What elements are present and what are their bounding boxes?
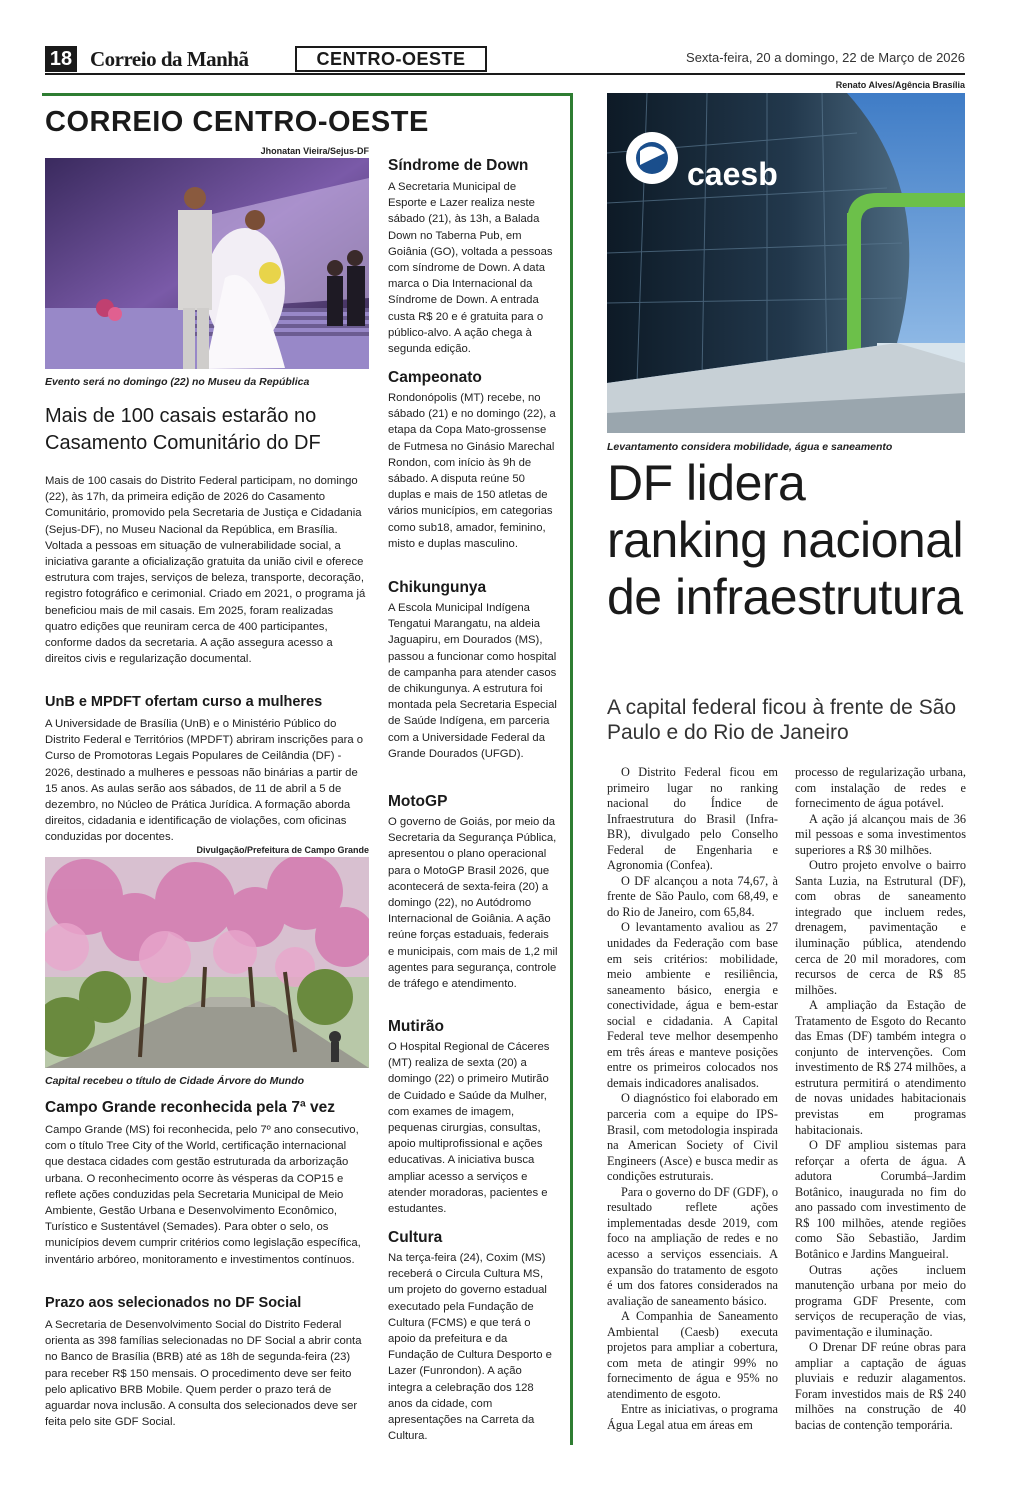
wedding-caption: Evento será no domingo (22) no Museu da República <box>45 376 310 388</box>
paragraph: O Distrito Federal ficou em primeiro lugar no ranking nacional do Índice de Infraestrutura do Brasil (Infra-BR), divulgado pelo Conselho Federal de Engenharia e Agronomia (Confea). <box>607 765 778 873</box>
paragraph: Outras ações incluem manutenção urbana por meio do programa GDF Presente, com serviços de recuperação de vias, pavimentação e iluminação. <box>795 1262 966 1339</box>
caesb-sign: caesb <box>687 156 778 192</box>
paragraph: Entre as iniciativas, o programa Água Legal atua em áreas em <box>607 1402 778 1432</box>
wedding-headline: Mais de 100 casais estarão no Casamento Comunitário do DF <box>45 405 321 454</box>
note-title: Chikungunya <box>388 579 487 596</box>
paragraph: O diagnóstico foi elaborado em parceria com a equipe do IPS-Brasil, com metodologia inspirada na American Society of Civil Engineers (Asce) e busca medir as condições estruturais. <box>607 1091 778 1184</box>
main-caption: Levantamento considera mobilidade, água e saneamento <box>607 441 893 453</box>
campo-grande-photo <box>45 857 369 1068</box>
campo-grande-headline: Campo Grande reconhecida pela 7ª vez <box>45 1099 336 1116</box>
paragraph: Para o governo do DF (GDF), o resultado reflete ações implementadas desde 2019, com foco na ampliação de redes e no acesso a serviços essenciais. A expansão do tratamento de esgoto é um dos fatores considerados na avaliação de saneamento básico. <box>607 1184 778 1308</box>
unb-body: A Universidade de Brasília (UnB) e o Ministério Público do Distrito Federal e Territórios (MPDFT) abriram inscrições para o Curso de Promotoras Legais Populares de Ceilândia (DF) - 2026, destinado a mulheres e pessoas não binárias a partir de 15 anos. As aulas serão aos sábados, de 11 de abril a 5 de dezembro, no Núcleo de Prática Jurídica. A formação aborda direitos, cidadania e identificação de violações, com oficinas conduzidas por docentes. <box>45 718 364 844</box>
paragraph: O Drenar DF reúne obras para ampliar a captação de águas pluviais e reduzir alagamentos. Foram investidos mais de R$ 240 milhões na construção de 40 bacias de contenção temporária. <box>795 1340 966 1432</box>
note-body: O governo de Goiás, por meio da Secretaria da Segurança Pública, apresentou o plano operacional para o MotoGP Brasil 2026, que acontecerá de sexta-feira (20) a domingo (22), no Autódromo Internacional de Goiânia. A ação reúne forças estaduais, federais e municipais, com mais de 1,2 mil agentes para segurança, controle de tráfego e atendimento. <box>388 816 558 991</box>
note-title: Mutirão <box>388 1018 444 1035</box>
box-right-rule <box>570 93 573 1445</box>
campo-grande-caption: Capital recebeu o título de Cidade Árvore do Mundo <box>45 1075 305 1087</box>
paragraph: A ampliação da Estação de Tratamento de Esgoto do Recanto das Emas (DF) também integra o conjunto de intervenções. Com investimento de R$ 274 milhões, a estrutura permitirá o atendimento de novas unidades habitacionais previstas em programas habitacionais. <box>795 998 966 1137</box>
main-photo-credit: Renato Alves/Agência Brasília <box>835 80 965 90</box>
note-title: Campeonato <box>388 369 482 386</box>
main-deck: A capital federal ficou à frente de São Paulo e do Rio de Janeiro <box>607 696 957 744</box>
unb-headline: UnB e MPDFT ofertam curso a mulheres <box>45 694 323 710</box>
paragraph: A ação já alcançou mais de 36 mil pessoas e soma investimentos superiores a R$ 30 milhões. <box>795 811 966 857</box>
header-rule <box>45 73 965 75</box>
masthead-logo: Correio da Manhã <box>90 47 249 71</box>
paragraph: O DF ampliou sistemas para reforçar a oferta de água. A adutora Corumbá–Jardim Botânico, inaugurada no fim do ano passado com investimento de R$ 100 milhões, atende regiões como São Sebastião, Jardim Botânico e Jardins Mangueiral. <box>795 1138 966 1261</box>
note-title: Cultura <box>388 1229 443 1246</box>
wedding-photo <box>45 158 369 369</box>
df-social-headline: Prazo aos selecionados no DF Social <box>45 1295 302 1311</box>
wedding-photo-credit: Jhonatan Vieira/Sejus-DF <box>260 146 369 156</box>
note-body: Na terça-feira (24), Coxim (MS) receberá o Circula Cultura MS, um projeto do governo estadual executado pela Fundação de Cultura (FCMS) e que terá o apoio da prefeitura e da Fundação de Cultura Desporto e Lazer (Funrondon). A ação integra a celebração dos 128 anos da cidade, com apresentações na Carreta da Cultura. <box>388 1252 552 1443</box>
paragraph-continued: processo de regularização urbana, com instalação de redes e fornecimento de água potável. <box>795 765 966 811</box>
wedding-body: Mais de 100 casais do Distrito Federal participam, no domingo (22), às 17h, da primeira edição de 2026 do Casamento Comunitário, promovido pela Secretaria de Justiça e Cidadania (Sejus-DF), no Museu Nacional da República, em Brasília. Voltada a pessoas em situação de vulnerabilidade social, a iniciativa garante a oficialização gratuita da união civil e oferece estrutura com trajes, serviços de beleza, transporte, decoração, registro fotográfico e cerimonial. Criado em 2021, o programa já beneficiou mais de mil casais. Em 2025, foram realizadas quatro edições que reuniram cerca de 400 participantes, conforme dados da secretaria. A ação assegura acesso a direitos civis e regularização documental. <box>45 475 366 666</box>
df-social-body: A Secretaria de Desenvolvimento Social do Distrito Federal orienta as 398 famílias selecionadas no DF Social a abrir conta no Banco de Brasília (BRB) até as 18h de segunda-feira (23) para receber R$ 150 mensais. O procedimento deve ser feito pelo aplicativo BRB Mobile. Quem perder o prazo terá de aguardar nova inclusão. A consulta dos selecionados deve ser feita pelo site GDF Social. <box>45 1319 362 1429</box>
section-label: CENTRO-OESTE <box>295 46 487 72</box>
campo-grande-body: Campo Grande (MS) foi reconhecida, pelo 7º ano consecutivo, com o título Tree City of the World, certificação internacional que destaca cidades com gestão estruturada da arborização urbana. O reconhecimento ocorre às vésperas da COP15 e reflete ações conduzidas pela Secretaria Municipal de Meio Ambiente, Gestão Urbana e Desenvolvimento Econômico, Turístico e Sustentável (Semades). Para obter o selo, os municípios devem cumprir critérios como legislação específica, inventário arbóreo, monitoramento e investimentos contínuos. <box>45 1124 361 1266</box>
main-body-col1 <box>607 765 778 1434</box>
note-body: A Escola Municipal Indígena Tengatui Marangatu, na aldeia Jaguapiru, em Dourados (MS), passou a funcionar como hospital de campanha para atender casos de chikungunya. A estrutura foi montada pela Secretaria Especial de Saúde Indígena, em parceria com a Universidade Federal da Grande Dourados (UFGD). <box>388 602 557 760</box>
note-body: O Hospital Regional de Cáceres (MT) realiza de sexta (20) a domingo (22) o primeiro Mutirão de Cuidado e Saúde da Mulher, com exames de imagem, pequenas cirurgias, consultas, apoio multiprofissional e ações educativas. A iniciativa busca ampliar acesso a serviços e atender moradoras, pacientes e estudantes. <box>388 1041 550 1216</box>
campo-grande-photo-credit: Divulgação/Prefeitura de Campo Grande <box>196 845 369 855</box>
box-top-rule <box>42 93 573 96</box>
paragraph: O levantamento avaliou as 27 unidades da Federação com base em seis critérios: mobilidade, meio ambiente e resiliência, saneamento básico, energia e conectividade, água e bem-estar social e cidadania. A Capital Federal teve melhor desempenho em três áreas e manteve posições entre os primeiros colocados nos demais indicadores analisados. <box>607 920 778 1090</box>
page-number: 18 <box>45 46 77 72</box>
note-body: A Secretaria Municipal de Esporte e Lazer realiza neste sábado (21), às 13h, a Balada Down no Taberna Pub, em Goiânia (GO), voltada a pessoas com síndrome de Down. A data marca o Dia Internacional da Síndrome de Down. A entrada custa R$ 20 e é gratuita para o público-alvo. A ação chega à segunda edição. <box>388 181 553 356</box>
paragraph: A Companhia de Saneamento Ambiental (Caesb) executa projetos para ampliar a cobertura, com meta de atingir 99% no fornecimento de água e 95% no atendimento de esgoto. <box>607 1309 778 1401</box>
issue-date: Sexta-feira, 20 a domingo, 22 de Março de 2026 <box>686 50 965 65</box>
main-headline: DF lidera ranking nacional de infraestrutura <box>607 455 964 625</box>
note-body: Rondonópolis (MT) recebe, no sábado (21) e no domingo (22), a etapa da Copa Mato-grossense de Futmesa no Ginásio Marechal Rondon, com início às 9h de sábado. A disputa reúne 50 duplas e mais de 150 atletas de vários municípios, em categorias como sub18, amador, feminino, misto e duplas masculino. <box>388 392 556 550</box>
note-title: Síndrome de Down <box>388 157 529 174</box>
paragraph: Outro projeto envolve o bairro Santa Luzia, na Estrutural (DF), com obras de saneamento integrado que incluem redes, drenagem, pavimentação e iluminação pública, atendendo cerca de 20 mil moradores, com recursos de cerca de R$ 85 milhões. <box>795 858 966 997</box>
main-photo <box>607 93 965 433</box>
note-title: MotoGP <box>388 793 448 810</box>
main-body-col2 <box>795 765 966 1434</box>
paragraph: O DF alcançou a nota 74,67, à frente de São Paulo, com 68,49, e do Rio de Janeiro, com 65,84. <box>607 873 778 919</box>
box-title: CORREIO CENTRO-OESTE <box>45 106 429 138</box>
